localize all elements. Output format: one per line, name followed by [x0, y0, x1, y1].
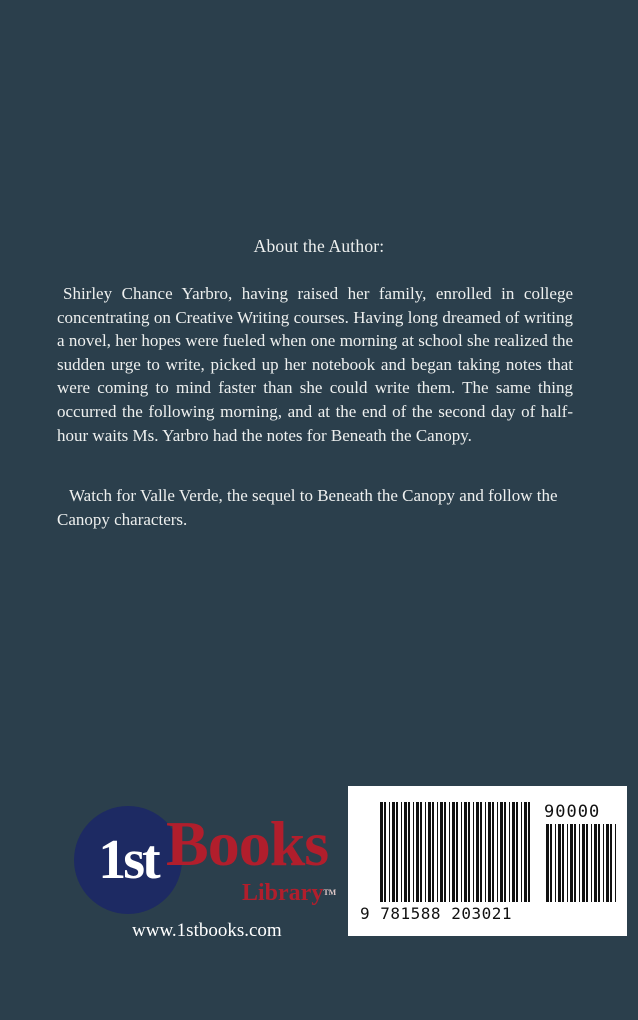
trademark-mark: TM — [323, 888, 337, 897]
sequel-note-paragraph: Watch for Valle Verde, the sequel to Beneath the Canopy and follow the Canopy characters. — [57, 486, 558, 529]
barcode-isbn-number: 9 781588 203021 — [360, 904, 512, 923]
about-author-heading: About the Author: — [253, 236, 385, 256]
isbn-barcode — [348, 786, 627, 936]
barcode-price-code: 90000 — [544, 802, 601, 822]
logo-books-text: Books — [166, 808, 329, 879]
logo-number: 1st — [98, 829, 158, 891]
publisher-logo — [74, 800, 344, 940]
publisher-url: www.1stbooks.com — [132, 920, 282, 941]
author-bio-paragraph: Shirley Chance Yarbro, having raised her family, enrolled in college concentrating on Creative Writing courses. Having long dreamed of writing a novel, her hopes were fueled when one morning at school she realized the sudden urge to write, picked up her notebook and began taking notes that were coming to mind faster than she could write them. The same thing occurred the following morning, and at the end of the second day of half-hour waits Ms. Yarbro had the notes for Beneath the Canopy. — [57, 284, 573, 445]
logo-library-text: Library™ — [242, 880, 337, 906]
